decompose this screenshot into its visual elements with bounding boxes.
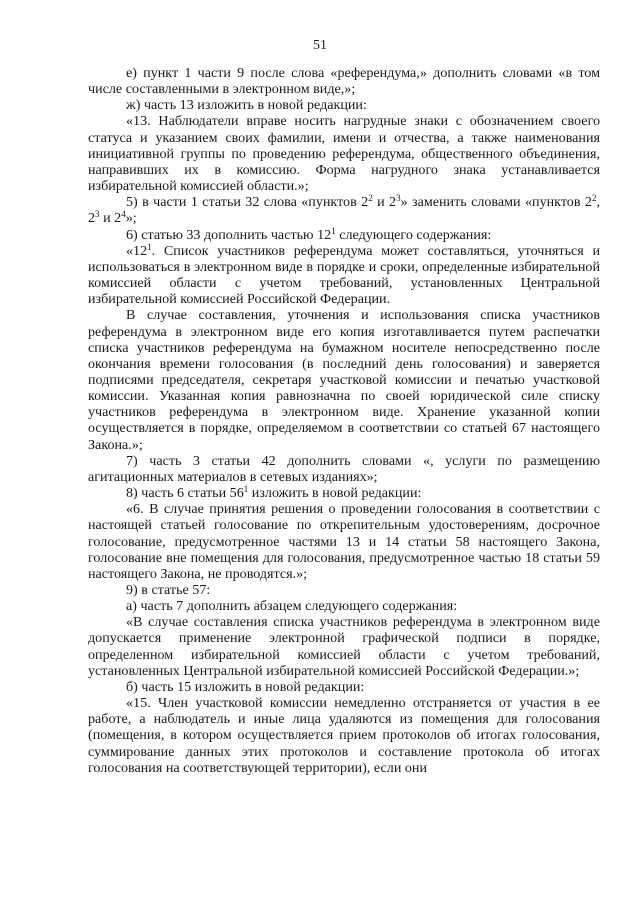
- text-segment: и 2: [99, 210, 122, 227]
- paragraph-5-article-32: [88, 194, 600, 226]
- text-segment: . Список участников референдума может составляться, уточняться и использоваться в электронном виде в порядке и сроки, определенные избирательной комиссией области с учетом требований, установленных Центральной избирательной комиссией Российской Федерации.: [88, 242, 600, 308]
- paragraph-electronic-copy: В случае составления, уточнения и использования списка участников референдума в электронном виде его копия изготавливается путем распечатки списка участников референдума на бумажном носителе непосредственно после окончания времени голосования (в последний день голосования) и заверяется подписями председателя, секретаря участковой комиссии и печатью участковой комиссии. Указанная копия равнозначна по своей юридической силе списку участников референдума в электронном виде. Хранение указанной копии осуществляется в порядке, определяемом в соответствии со статьей 67 настоящего Закона.»;: [88, 307, 600, 453]
- document-body: [88, 65, 600, 776]
- superscript: 1: [331, 225, 336, 236]
- superscript: 1: [147, 241, 152, 252]
- paragraph-electronic-signature: «В случае составления списка участников референдума в электронном виде допускается применение электронной графической подписи в порядке, определенном избирательной комиссией области с учетом требований, установленных Центральной избирательной комиссией Российской Федерации.»;: [88, 614, 600, 679]
- superscript: 2: [591, 193, 597, 204]
- page-number: 51: [313, 38, 327, 53]
- paragraph-6-voting-decision: «6. В случае принятия решения о проведении голосования в соответствии с настоящей статьей голосование по открепительным удостоверениям, досрочное голосование, предусмотренное частями 13 и 14 статьи 58 настоящего Закона, голосование вне помещения для голосования, предусмотренное частью 18 статьи 59 настоящего Закона, не проводятся.»;: [88, 501, 600, 582]
- paragraph-8-article-56: [88, 485, 600, 501]
- text-segment: 8) часть 6 статьи 56: [126, 485, 244, 502]
- superscript: 3: [396, 193, 401, 204]
- text-segment: , 2: [88, 194, 600, 227]
- text-segment: » заменить словами «пунктов 2: [400, 194, 592, 211]
- paragraph-9-article-57: 9) в статье 57:: [126, 582, 211, 598]
- text-segment: следующего содержания:: [335, 226, 492, 243]
- superscript: 1: [243, 484, 249, 495]
- paragraph-12-1-voter-list: [88, 243, 600, 308]
- paragraph-b-part-15: б) часть 15 изложить в новой редакции:: [126, 678, 365, 695]
- superscript: 4: [121, 209, 126, 220]
- paragraph-zh-part-13: ж) часть 13 изложить в новой редакции:: [126, 97, 367, 114]
- paragraph-a-part-7: а) часть 7 дополнить абзацем следующего содержания:: [126, 598, 458, 615]
- paragraph-e-point-1: е) пункт 1 части 9 после слова «референдума,» дополнить словами «в том числе составленными в электронном виде,»;: [88, 65, 600, 98]
- text-segment: 6) статью 33 дополнить частью 12: [126, 226, 332, 243]
- paragraph-15-commission-member: «15. Член участковой комиссии немедленно отстраняется от участия в ее работе, а наблюдатель и иные лица удаляются из помещения для голосования (помещения, в котором осуществляется прием протоколов об итогах голосования, суммирование данных этих протоколов и составление протокола об итогах голосования на соответствующей территории), если они: [88, 695, 600, 776]
- text-segment: »;: [125, 210, 137, 227]
- paragraph-6-article-33: [88, 227, 600, 243]
- paragraph-7-article-42: 7) часть 3 статьи 42 дополнить словами «, услуги по размещению агитационных материалов в сетевых изданиях»;: [88, 452, 600, 485]
- superscript: 3: [95, 209, 100, 220]
- text-segment: изложить в новой редакции:: [248, 485, 422, 502]
- text-segment: 5) в части 1 статьи 32 слова «пунктов 2: [126, 194, 369, 211]
- text-segment: «12: [126, 242, 148, 259]
- text-segment: и 2: [372, 194, 397, 211]
- superscript: 2: [368, 193, 373, 204]
- paragraph-observers-badges: «13. Наблюдатели вправе носить нагрудные знаки с обозначением своего статуса и указанием своих фамилии, имени и отчества, а также наименования инициативной группы по проведению референдума, общественного объединения, направивших их в комиссию. Форма нагрудного знака устанавливается избирательной комиссией области.»;: [88, 113, 600, 195]
